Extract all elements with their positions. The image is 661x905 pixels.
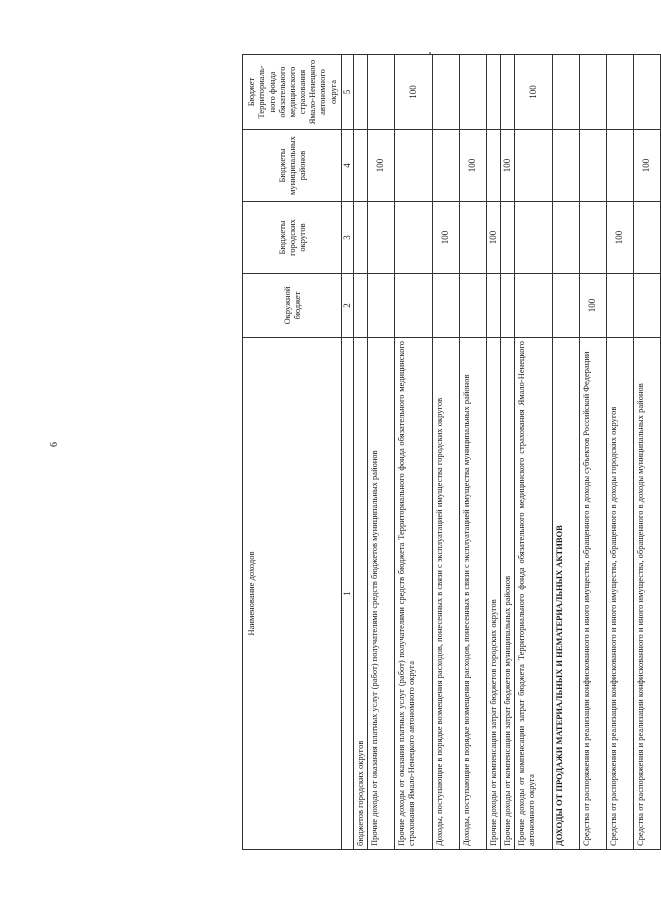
income-name-cell: Средства от распоряжения и реализации конфискованного и иного имущества, обращенного в доходы муниципальных районов <box>633 338 660 850</box>
city-share-cell <box>514 202 552 274</box>
table-row <box>514 55 552 850</box>
rotated-table-container <box>242 55 652 850</box>
municipal-share-cell <box>432 130 459 202</box>
district-share-cell <box>552 274 579 338</box>
city-share-cell <box>579 202 606 274</box>
header-city-budgets: Бюджеты городских округов <box>243 202 342 274</box>
income-name-cell: Прочие доходы от компенсации затрат бюджета Территориального фонда обязательного медицинского страхования Ямало-Ненецкого автономного округа <box>514 338 552 850</box>
fund-share-cell: 100 <box>514 55 552 130</box>
fund-share-cell <box>459 55 486 130</box>
income-name-cell: Прочие доходы от компенсации затрат бюджетов городских округов <box>486 338 500 850</box>
city-share-cell <box>353 202 367 274</box>
district-share-cell <box>367 274 394 338</box>
district-share-cell <box>353 274 367 338</box>
municipal-share-cell: 100 <box>367 130 394 202</box>
district-share-cell <box>394 274 432 338</box>
district-share-cell <box>500 274 514 338</box>
table-row <box>552 55 579 850</box>
income-name-cell: Средства от распоряжения и реализации конфискованного и иного имущества, обращенного в доходы субъектов Российской Федерации <box>579 338 606 850</box>
district-share-cell <box>514 274 552 338</box>
header-medical-fund-budget: Бюджет Территориаль-ного фонда обязательного медицинского страхования Ямало-Ненецкого автономного округа <box>243 55 342 130</box>
income-name-cell: Средства от распоряжения и реализации конфискованного и иного имущества, обращенного в доходы городских округов <box>606 338 633 850</box>
municipal-share-cell: 100 <box>500 130 514 202</box>
city-share-cell: 100 <box>606 202 633 274</box>
city-share-cell <box>459 202 486 274</box>
income-name-cell: Прочие доходы от компенсации затрат бюджетов муниципальных районов <box>500 338 514 850</box>
municipal-share-cell <box>514 130 552 202</box>
city-share-cell <box>367 202 394 274</box>
column-number: 3 <box>342 202 354 274</box>
district-share-cell <box>459 274 486 338</box>
fund-share-cell <box>353 55 367 130</box>
district-share-cell <box>486 274 500 338</box>
city-share-cell <box>500 202 514 274</box>
header-income-name: Наименование доходов <box>243 338 342 850</box>
municipal-share-cell <box>486 130 500 202</box>
city-share-cell: 100 <box>432 202 459 274</box>
income-name-cell: Доходы, поступающие в порядке возмещения расходов, понесенных в связи с эксплуатацией имущества муниципальных районов <box>459 338 486 850</box>
income-name-cell: бюджетов городских округов <box>353 338 367 850</box>
column-number: 2 <box>342 274 354 338</box>
table-row <box>432 55 459 850</box>
fund-share-cell <box>633 55 660 130</box>
table-row <box>606 55 633 850</box>
column-number: 1 <box>342 338 354 850</box>
table-header-row <box>243 55 342 850</box>
fund-share-cell <box>367 55 394 130</box>
income-section-heading: ДОХОДЫ ОТ ПРОДАЖИ МАТЕРИАЛЬНЫХ И НЕМАТЕРИАЛЬНЫХ АКТИВОВ <box>552 338 579 850</box>
district-share-cell <box>606 274 633 338</box>
page-number: 6 <box>49 442 60 447</box>
table-row <box>500 55 514 850</box>
fund-share-cell <box>432 55 459 130</box>
fund-share-cell <box>486 55 500 130</box>
table-row <box>633 55 660 850</box>
fund-share-cell <box>579 55 606 130</box>
table-row <box>367 55 394 850</box>
column-number: 4 <box>342 130 354 202</box>
table-row <box>486 55 500 850</box>
municipal-share-cell <box>353 130 367 202</box>
fund-share-cell <box>500 55 514 130</box>
district-share-cell <box>633 274 660 338</box>
municipal-share-cell <box>552 130 579 202</box>
city-share-cell <box>394 202 432 274</box>
column-numbers-row <box>342 55 354 850</box>
table-row <box>579 55 606 850</box>
district-share-cell <box>432 274 459 338</box>
city-share-cell: 100 <box>486 202 500 274</box>
city-share-cell <box>552 202 579 274</box>
income-name-cell: Прочие доходы от оказания платных услуг (работ) получателями средств бюджета Территориального фонда обязательного медицинского страхования Ямало-Ненецкого автономного округа <box>394 338 432 850</box>
fund-share-cell <box>552 55 579 130</box>
municipal-share-cell: 100 <box>459 130 486 202</box>
municipal-share-cell: 100 <box>633 130 660 202</box>
income-name-cell: Доходы, поступающие в порядке возмещения расходов, понесенных в связи с эксплуатацией имущества городских округов <box>432 338 459 850</box>
district-share-cell: 100 <box>579 274 606 338</box>
city-share-cell <box>633 202 660 274</box>
municipal-share-cell <box>606 130 633 202</box>
fund-share-cell <box>606 55 633 130</box>
table-row <box>459 55 486 850</box>
header-district-budget: Окружной бюджет <box>243 274 342 338</box>
fund-share-cell: 100 <box>394 55 432 130</box>
municipal-share-cell <box>394 130 432 202</box>
municipal-share-cell <box>579 130 606 202</box>
table-row <box>353 55 367 850</box>
income-name-cell: Прочие доходы от оказания платных услуг (работ) получателями средств бюджетов муниципальных районов <box>367 338 394 850</box>
revenue-distribution-table <box>242 54 661 850</box>
table-row <box>394 55 432 850</box>
column-number: 5 <box>342 55 354 130</box>
header-municipal-budgets: Бюджеты муниципальных районов <box>243 130 342 202</box>
